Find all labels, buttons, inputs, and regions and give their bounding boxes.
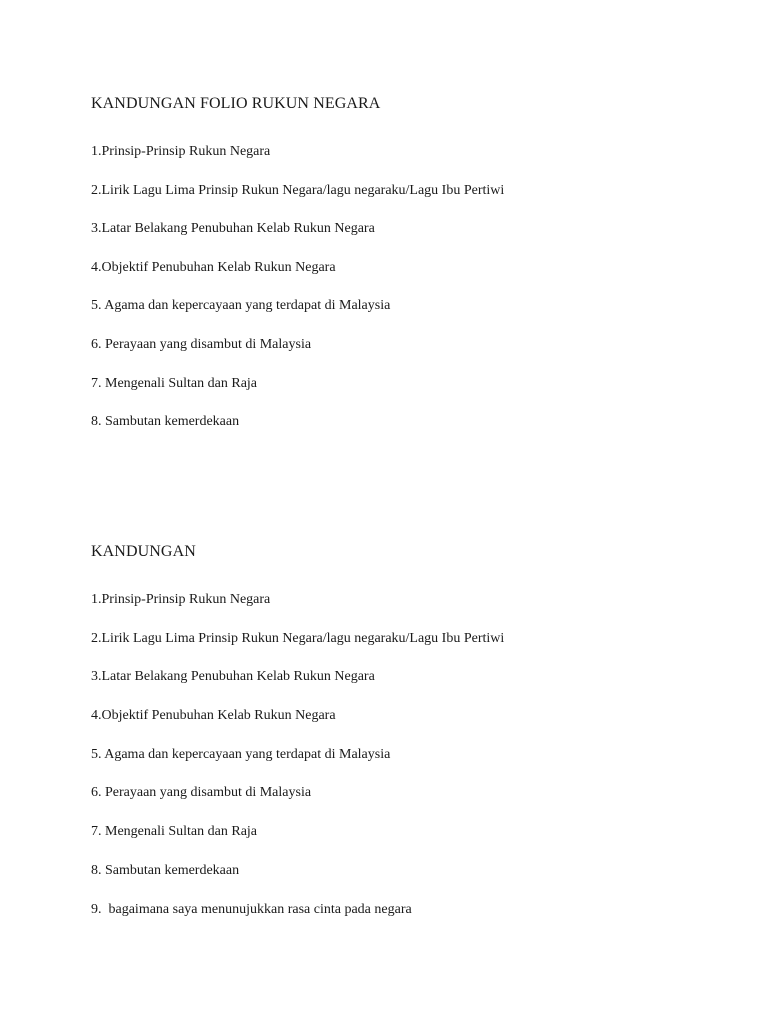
contents-section-kandungan (91, 542, 731, 939)
list-item: 2.Lirik Lagu Lima Prinsip Rukun Negara/lagu negaraku/Lagu Ibu Pertiwi (91, 182, 505, 198)
contents-list (91, 143, 731, 430)
list-item: 1.Prinsip-Prinsip Rukun Negara (91, 592, 271, 607)
section-heading: KANDUNGAN FOLIO RUKUN NEGARA (91, 95, 381, 112)
list-item: 7. Mengenali Sultan dan Raja (91, 375, 258, 391)
list-item: 1.Prinsip-Prinsip Rukun Negara (91, 144, 271, 159)
contents-list (91, 591, 731, 918)
list-item: 3.Latar Belakang Penubuhan Kelab Rukun Negara (91, 221, 375, 237)
list-item: 5. Agama dan kepercayaan yang terdapat di Malaysia (91, 746, 391, 762)
list-item: 7. Mengenali Sultan dan Raja (91, 824, 258, 840)
list-item: 2.Lirik Lagu Lima Prinsip Rukun Negara/lagu negaraku/Lagu Ibu Pertiwi (91, 630, 505, 646)
list-item: 4.Objektif Penubuhan Kelab Rukun Negara (91, 259, 336, 275)
list-item: 3.Latar Belakang Penubuhan Kelab Rukun Negara (91, 669, 375, 685)
list-item: 8. Sambutan kemerdekaan (91, 862, 240, 878)
list-item: 4.Objektif Penubuhan Kelab Rukun Negara (91, 708, 336, 724)
list-item: 9. bagaimana saya menunujukkan rasa cinta pada negara (91, 901, 412, 917)
list-item: 8. Sambutan kemerdekaan (91, 414, 240, 430)
list-item: 6. Perayaan yang disambut di Malaysia (91, 785, 312, 801)
list-item: 6. Perayaan yang disambut di Malaysia (91, 336, 312, 352)
list-item: 5. Agama dan kepercayaan yang terdapat di Malaysia (91, 298, 391, 314)
section-heading: KANDUNGAN (91, 543, 196, 560)
contents-section-folio (91, 94, 731, 452)
